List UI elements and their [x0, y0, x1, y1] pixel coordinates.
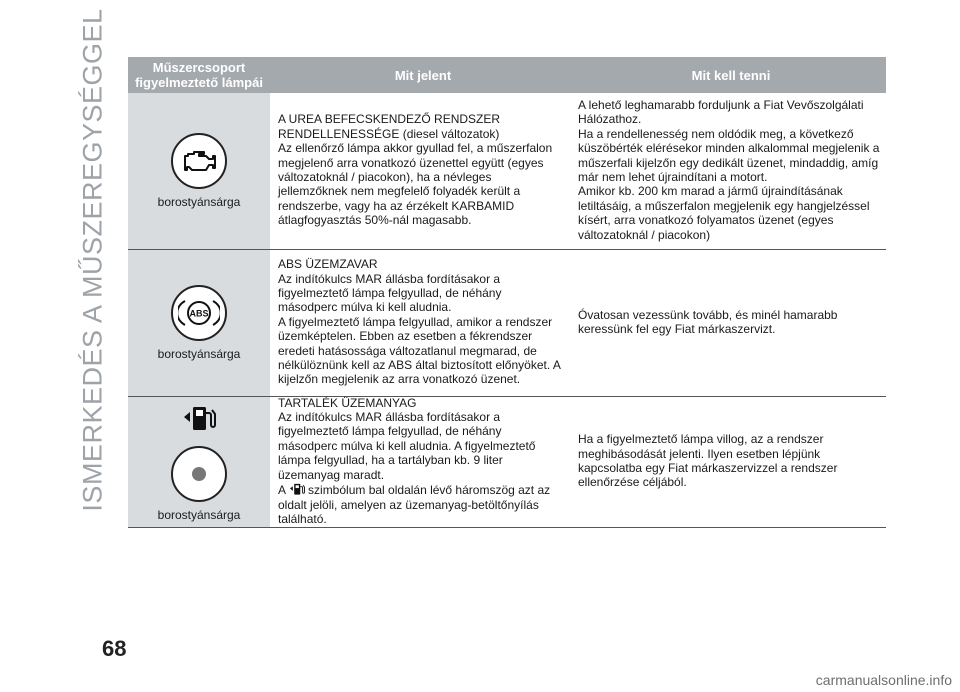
icon-cell	[128, 250, 270, 396]
meaning-text: A UREA BEFECSKENDEZŐ RENDSZER RENDELLENESSÉGE (diesel változatok) Az ellenőrző lámpa akkor gyullad fel, a műszerfalon megjelenő arra vonatkozó üzenettel együtt (egyes változatoknál / piacokon), ha a névleges jellemzőknek nem megfelelő folyadék került a rendszerbe, vagy ha az érzékelt KARBAMID átlagfogyasztás 50%-nál magasabb.	[278, 112, 553, 228]
abs-icon-text: ABS	[189, 308, 209, 319]
meaning-cell	[270, 93, 570, 249]
meaning-text-part1: TARTALÉK ÜZEMANYAG Az indítókulcs MAR állásba fordításakor a figyelmeztető lámpa felgyullad, de néhány másodperc múlva ki kell aludnia. A figyelmeztető lámpa felgyullad, ha a tartályban kb. 9 liter üzemanyag maradt. A	[278, 395, 536, 498]
table-row	[128, 250, 886, 397]
action-text: A lehető leghamarabb forduljunk a Fiat Vevőszolgálati Hálózathoz. Ha a rendellenesség nem oldódik meg, a következő küszöbérték elérésekor minden alkalommal megjelenik a műszerfali kijelzőn egy dedikált üzenet, mindaddig, amíg már nem lehet újraindítani a motort. Amikor kb. 200 km marad a jármű újraindításának letiltásáig, a műszerfalon megjelenik egy hangjelzéssel kísért, arra vonatkozó folyamatos üzenet (egyes változatoknál / piacokon)	[578, 97, 880, 242]
color-label: borostyánsárga	[157, 347, 241, 361]
fuel-pump-icon	[182, 403, 216, 436]
table-row	[128, 93, 886, 250]
meaning-cell	[270, 397, 570, 527]
fuel-pump-inline-icon	[289, 482, 305, 496]
lamp-indicator-icon	[171, 446, 227, 502]
header-col-lights: Műszercsoport figyelmeztető lámpái	[135, 60, 263, 90]
meaning-cell	[270, 250, 570, 396]
meaning-text-part2: szimbólum bal oldalán lévő háromszög azt az oldalt jelöli, amelyen az üzemanyag-betöltőnyílás található.	[278, 483, 551, 526]
action-text: Óvatosan vezessünk tovább, és minél hamarabb keressünk fel egy Fiat márkaszervizt.	[578, 307, 838, 336]
engine-check-icon	[171, 133, 227, 189]
action-cell	[570, 93, 886, 249]
header-col-meaning: Mit jelent	[394, 67, 452, 83]
section-title-vertical	[77, 8, 108, 512]
page-number: 68	[102, 636, 127, 661]
action-cell	[570, 250, 886, 396]
action-cell	[570, 397, 886, 527]
header-col-action: Mit kell tenni	[691, 67, 771, 83]
warning-lights-table	[128, 57, 886, 528]
icon-cell	[128, 93, 270, 249]
abs-icon	[171, 285, 227, 341]
color-label: borostyánsárga	[157, 195, 241, 209]
meaning-text: ABS ÜZEMZAVAR Az indítókulcs MAR állásba fordításakor a figyelmeztető lámpa felgyullad, de néhány másodperc múlva ki kell aludnia. A figyelmeztető lámpa felgyullad, amikor a rendszer üzemképtelen. Ebben az esetben a fékrendszer eredeti hatásossága változatlanul megmarad, de nélkülöznünk kell az ABS által biztosított előnyöket. A kijelzőn megjelenik az arra vonatkozó üzenet.	[278, 257, 561, 387]
icon-cell	[128, 397, 270, 527]
meaning-text	[278, 396, 564, 527]
table-header	[128, 57, 886, 93]
table-row	[128, 397, 886, 528]
action-text: Ha a figyelmeztető lámpa villog, az a rendszer meghibásodását jelenti. Ilyen esetben lépjünk kapcsolatba egy Fiat márkaszervizzel a rendszer ellenőrzése céljából.	[578, 432, 838, 490]
color-label: borostyánsárga	[157, 507, 241, 522]
watermark: carmanualsonline.info	[815, 672, 952, 688]
section-title: ISMERKEDÉS A MŰSZEREGYSÉGGEL	[77, 8, 108, 512]
